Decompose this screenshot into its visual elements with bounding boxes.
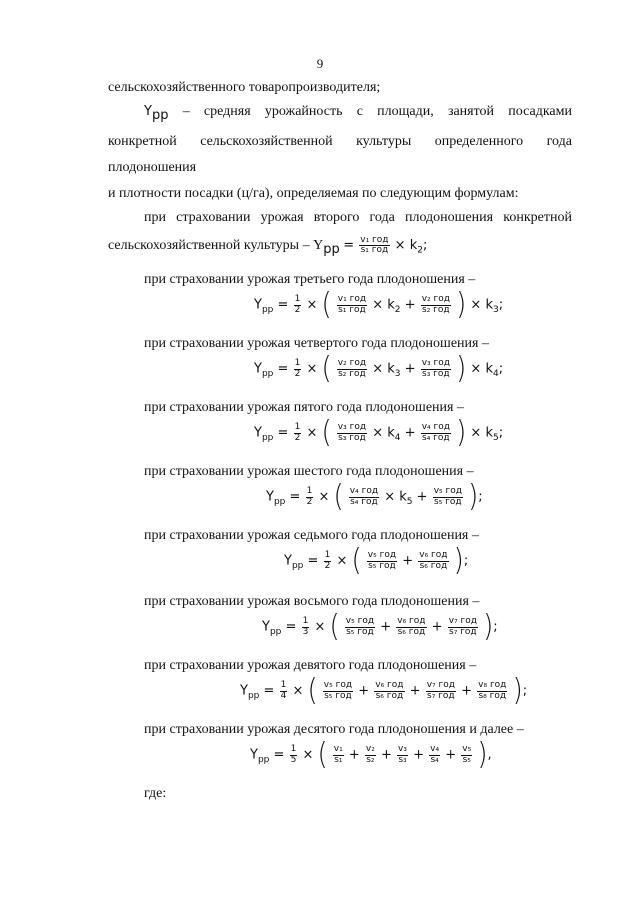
text-line-justified [144, 104, 572, 123]
formula-year5: $Y_{рр}$ = $\frac{1}{2}$ × ( v₃ год s₃ год × $k_4$ + v₄ год s₄ год ) × $k_5$; [254, 415, 504, 451]
formula-year10: $Y_{рр}$ = $\frac{1}{5}$ × ( $\frac{\text{v₁}}{\text{s₁}}$ + $\frac{\text{v₂}}{\text{s₂}}$ + $\frac{\text{v₃}}{\text{s₃}}$ + $\frac{\text{v₄}}{\text{s₄}}$ + $\frac{\text{v₅}}{\text{s₅}}$ ), [250, 737, 492, 773]
caption-year6: при страховании урожая шестого года плодоношения – [144, 464, 474, 479]
word: определенного [434, 134, 524, 149]
word: посадками [508, 104, 572, 119]
word: конкретной [503, 210, 572, 225]
formula-year6: $Y_{рр}$ = $\frac{1}{2}$ × ( v₄ год s₄ год × $k_5$ + v₅ год s₅ год ); [266, 479, 483, 515]
word: конкретной [108, 134, 177, 149]
symbol-yield: $Y_{рр}$ [144, 104, 169, 123]
word: урожайность [264, 104, 343, 119]
formula-year9: $Y_{рр}$ = $\frac{1}{4}$ × ( v₅ год s₅ год + v₆ год s₆ год + v₇ год s₇ год + v₈ год s₈ год ); [240, 673, 528, 709]
word: года [369, 210, 395, 225]
word: средняя [203, 104, 251, 119]
page-number: 9 [316, 56, 324, 71]
caption-year10: при страховании урожая десятого года плодоношения и далее – [144, 722, 524, 737]
word: урожая [260, 210, 304, 225]
text: сельскохозяйственной культуры – Y [108, 238, 324, 253]
word: с [356, 104, 363, 119]
formula-year3: $Y_{рр}$ = $\frac{1}{2}$ × ( v₁ год s₁ год × $k_2$ + v₂ год s₂ год ) × $k_3$; [254, 287, 504, 323]
caption-year4: при страховании урожая четвертого года плодоношения – [144, 336, 489, 351]
text-line: и плотности посадки (ц/га), определяемая по следующим формулам: [108, 186, 519, 201]
word: – [182, 104, 190, 119]
word: плодоношения [404, 210, 494, 225]
subscript: рр [323, 241, 340, 257]
word: занятой [447, 104, 495, 119]
text-line-justified [144, 210, 572, 226]
word: при [144, 210, 166, 225]
word: площади, [377, 104, 434, 119]
formula-year4: $Y_{рр}$ = $\frac{1}{2}$ × ( v₂ год s₂ год × $k_3$ + v₃ год s₃ год ) × $k_4$; [254, 351, 504, 387]
word: культуры [356, 134, 412, 149]
caption-year8: при страховании урожая восьмого года плодоношения – [144, 594, 480, 609]
formula-year2: = v₁ год s₁ год × $k_2$; [343, 234, 428, 256]
text-line: плодоношения [108, 160, 197, 175]
word: второго [313, 210, 360, 225]
word: сельскохозяйственной [200, 134, 333, 149]
caption-year5: при страховании урожая пятого года плодоношения – [144, 400, 464, 415]
caption-year9: при страховании урожая девятого года плодоношения – [144, 658, 477, 673]
caption-year7: при страховании урожая седьмого года плодоношения – [144, 528, 479, 543]
formula-year8: $Y_{рр}$ = $\frac{1}{3}$ × ( v₅ год s₅ год + v₆ год s₆ год + v₇ год s₇ год ); [262, 609, 498, 645]
text-line-with-formula [108, 232, 427, 265]
word: страховании [176, 210, 251, 225]
text-line-justified [108, 134, 572, 150]
where-label: где: [144, 786, 167, 801]
caption-year3: при страховании урожая третьего года плодоношения – [144, 272, 476, 287]
word: года [546, 134, 572, 149]
text-line: сельскохозяйственного товаропроизводителя; [108, 80, 381, 95]
formula-year7: $Y_{рр}$ = $\frac{1}{2}$ × ( v₅ год s₅ год + v₆ год s₆ год ); [284, 543, 469, 579]
